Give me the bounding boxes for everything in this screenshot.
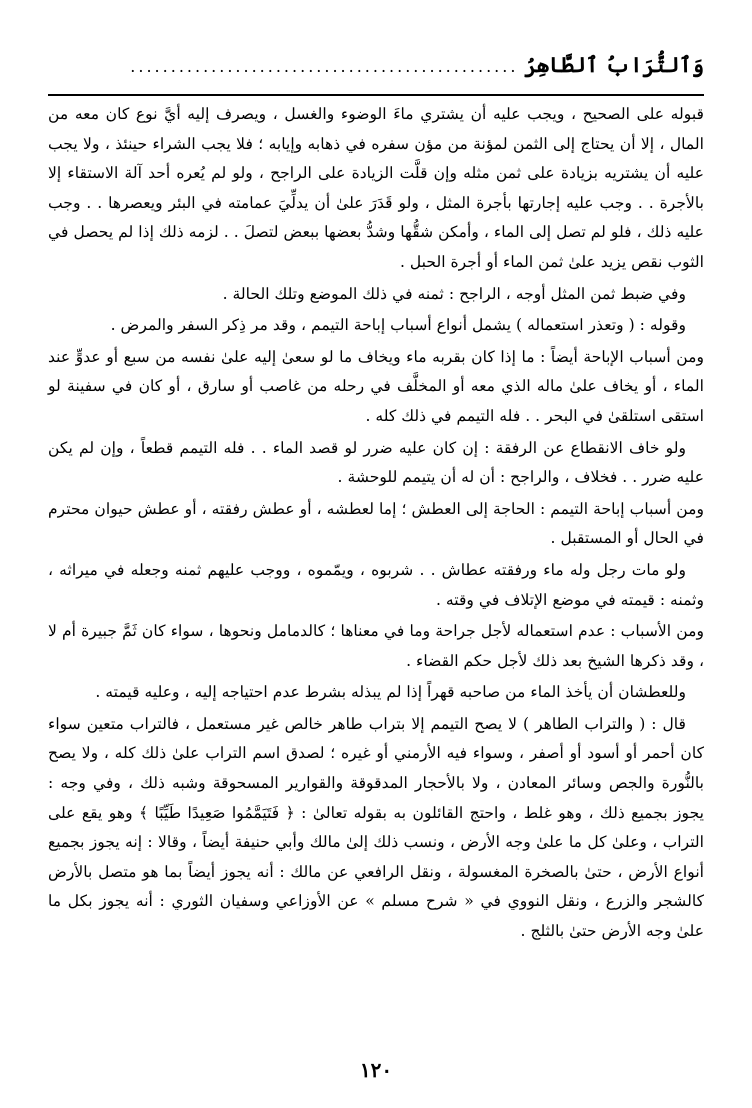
running-header bbox=[48, 52, 704, 88]
body-text bbox=[48, 100, 704, 947]
paragraph: وللعطشان أن يأخذ الماء من صاحبه قهراً إذا لم يبذله بشرط عدم احتياجه إليه ، وعليه قيمته . bbox=[95, 683, 686, 702]
paragraph: ولو خاف الانقطاع عن الرفقة : إن كان عليه ضرر لو قصد الماء . . فله التيمم قطعاً ، وإن لم يكن عليه ضرر . . فخلاف ، والراجح : أن له أن يتيمم للوحشة . bbox=[48, 438, 704, 487]
paragraph: ومن أسباب إباحة التيمم : الحاجة إلى العطش ؛ إما لعطشه ، أو عطش رفقته ، أو عطش حيوان محترم في الحال أو المستقبل . bbox=[48, 499, 704, 548]
paragraph: وقوله : ( وتعذر استعماله ) يشمل أنواع أسباب إباحة التيمم ، وقد مر ذِكر السفر والمرض . bbox=[110, 316, 686, 335]
header-leader-dots: ................................................ bbox=[130, 57, 519, 76]
paragraph: قال : ( والتراب الطاهر ) لا يصح التيمم إلا بتراب طاهر خالص غير مستعمل ، فالتراب متعين سواء كان أحمر أو أسود أو أصفر ، وسواء فيه الأرمني أو غيره ؛ لصدق اسم التراب علىٰ ذلك كله ، ولا يصح بالنُّورة والجص وسائر المعادن ، ولا بالأحجار المدقوقة والقوارير المسحوقة وشبه ذلك ، وفي وجه : يجوز بجميع ذلك ، وهو غلط ، واحتج القائلون به بقوله تعالىٰ : ﴿ فَتَيَمَّمُوا صَعِيدًا طَيِّبًا ﴾ وهو يقع على التراب ، وعلىٰ كل ما علىٰ وجه الأرض ، ونسب ذلك إلىٰ مالك وأبي حنيفة أيضاً ، وقالا : إنه يجوز بجميع أنواع الأرض ، حتىٰ بالصخرة المغسولة ، ونقل الرافعي عن مالك : أنه يجوز أيضاً بما هو متصل بالأرض كالشجر والزرع ، ونقل النووي في « شرح مسلم » عن الأوزاعي وسفيان الثوري : أنه يجوز بكل ما علىٰ وجه الأرض حتىٰ بالثلج . bbox=[48, 714, 705, 941]
paragraph: ومن الأسباب : عدم استعماله لأجل جراحة وما في معناها ؛ كالدمامل ونحوها ، سواء كان ثَمَّ جبيرة أم لا ، وقد ذكرها الشيخ بعد ذلك لأجل حكم القضاء . bbox=[48, 622, 704, 670]
paragraph: قبوله على الصحيح ، ويجب عليه أن يشتري ماءَ الوضوء والغسل ، ويصرف إليه أيَّ نوع كان معه من المال ، إلا أن يحتاج إلى الثمن لمؤنة من مؤن سفره في ذهابه وإيابه ؛ فلا يجب الشراء حينئذ ، ولا يجب عليه أن يشتريه بزيادة على ثمن مثله وإن قلَّت الزيادة على الراجح ، ولو لم يُعره أحد آلة الاستقاء إلا بالأجرة . . وجب عليه إجارتها بأجرة المثل ، ولو قَدَرَ علىٰ أن يدلِّيَ عمامته في البئر ويعصرها . . وجب عليه ذلك ، فلو لم تصل إلى الماء ، وأمكن شقُّها وشدُّ بعضها ببعض لتصلَ . . لزمه ذلك إذا لم يحصل في الثوب نقص يزيد علىٰ ثمن الماء أو أجرة الحبل . bbox=[48, 105, 704, 271]
paragraph: ولو مات رجل وله ماء ورفقته عطاش . . شربوه ، ويمّموه ، ووجب عليهم ثمنه وجعله في ميراثه ، وثمنه : قيمته في موضع الإتلاف في وقته . bbox=[48, 560, 704, 609]
paragraph: وفي ضبط ثمن المثل أوجه ، الراجح : ثمنه في ذلك الموضع وتلك الحالة . bbox=[222, 284, 686, 303]
running-title: وَٱلتُّرَابُ ٱلطَّاهِرُ bbox=[524, 52, 704, 77]
page-number: ١٢٠ bbox=[359, 1058, 393, 1082]
header-rule bbox=[48, 94, 704, 96]
paragraph: ومن أسباب الإباحة أيضاً : ما إذا كان بقربه ماء ويخاف ما لو سعىٰ إليه علىٰ نفسه من سبع أو عدوٍّ عند الماء ، أو يخاف علىٰ ماله الذي معه أو المخلَّف في رحله من غاصب أو سارق ، أو كان في سفينة لو استقى استلقىٰ في البحر . . فله التيمم في ذلك كله . bbox=[48, 347, 704, 425]
